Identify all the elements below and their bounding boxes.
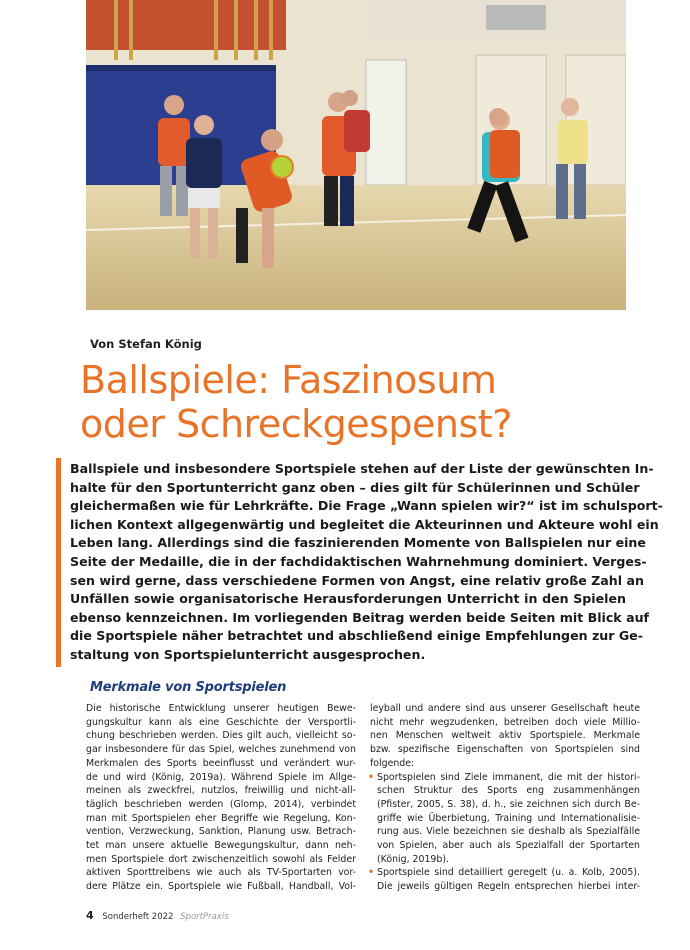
lead-paragraph	[70, 460, 663, 665]
body-line: schen Struktur des Sports eng zusammenhängen	[377, 785, 640, 797]
body-line: gungskultur kann als eine Geschichte der Versportli-	[86, 716, 356, 728]
body-line: vention, Verzweckung, Sanktion, Planung usw. Betrach-	[86, 826, 356, 838]
body-line: dere Plätze ein. Sportspiele wie Fußball, Handball, Vol-	[86, 881, 356, 893]
page-footer	[86, 909, 229, 922]
lead-line: Leben lang. Allerdings sind die faszinierenden Momente von Ballspielen nur eine	[70, 535, 646, 551]
body-line: gar insbesondere für das Spiel, welches zunehmend von	[86, 744, 356, 756]
body-line: (Pfister, 2005, S. 38), d. h., sie zeichnen sich durch Be-	[377, 798, 640, 810]
hero-photo	[86, 0, 626, 310]
body-line: nicht mehr wegzudenken, betreiben doch viele Millio-	[370, 716, 640, 728]
photo-children-playing-handball-icon	[86, 0, 626, 310]
body-line: rung aus. Viele bezeichnen sie deshalb als Spezialfälle	[377, 826, 640, 838]
magazine-name: SportPraxis	[180, 912, 229, 922]
body-line: tet man unsere aktuelle Bewegungskultur, dann neh-	[86, 840, 356, 852]
lead-line: lichen Kontext allgegenwärtig und begleitet die Akteurinnen und Akteure wohl ein	[70, 516, 659, 532]
issue-label: Sonderheft 2022	[102, 912, 174, 922]
lead-line: gleichermaßen wie für Lehrkräfte. Die Frage „Wann spielen wir?“ ist im schulsport-	[70, 498, 663, 514]
body-line: bzw. spezifische Eigenschaften von Sportspielen sind	[370, 744, 640, 756]
body-line: chung beschrieben werden. Dies gilt auch, vielleicht so-	[86, 730, 356, 742]
lead-line: Seite der Medaille, die in der fachdidaktischen Wahrnehmung dominiert. Verges-	[70, 553, 647, 569]
section-title: Merkmale von Sportspielen	[90, 680, 287, 695]
body-line: Die jeweils gültigen Regeln entsprechen hierbei inter-	[377, 881, 640, 893]
body-line: meinen als zweckfrei, nutzlos, freiwillig und nicht-all-	[86, 785, 356, 797]
body-line: täglich beschrieben werden (Glomp, 2014), verbindet	[86, 798, 356, 810]
bullet-line: • Sportspiele sind detailliert geregelt (u. a. Kolb, 2005).	[370, 866, 640, 880]
body-line: Die historische Entwicklung unserer heutigen Bewe-	[86, 703, 356, 714]
body-column-right	[370, 702, 640, 894]
body-line: de und wird (König, 2019a). Während Spiele im Allge-	[86, 771, 356, 783]
lead-line: Ballspiele und insbesondere Sportspiele stehen auf der Liste der gewünschten In-	[70, 461, 654, 476]
lead-line: sen wird gerne, dass verschiedene Formen von Angst, eine relativ große Zahl an	[70, 572, 644, 588]
page-number: 4	[86, 909, 94, 922]
body-line: (König, 2019b).	[377, 853, 449, 865]
lead-accent-bar	[56, 458, 61, 667]
body-line: nen Menschen weltweit aktiv Sportspiele. Merkmale	[370, 730, 640, 742]
body-line: aktiven Sporttreibens wie auch als TV-Sportarten vor-	[86, 867, 356, 879]
body-line: men Sportspiele dort zwischenzeitlich sowohl als Felder	[86, 853, 356, 865]
lead-line: ebenso kennzeichnen. Im vorliegenden Beitrag werden beide Seiten mit Blick auf	[70, 609, 650, 625]
lead-line: halte für den Sportunterricht ganz oben – dies gilt für Schülerinnen und Schüler	[70, 479, 640, 495]
lead-line: Unfällen sowie organisatorische Herausforderungen Unterricht in den Spielen	[70, 591, 626, 607]
body-line: Merkmalen des Sports beeinflusst und verändert wur-	[86, 757, 356, 769]
author-line: Von Stefan König	[90, 337, 202, 351]
body-line: man mit Sportspielen eher Begriffe wie Regelung, Kon-	[86, 812, 356, 824]
body-line: griffe wie Überbietung, Training und Internationalisie-	[377, 812, 640, 824]
headline-line: Ballspiele: Faszinosum	[80, 358, 497, 402]
body-line: folgende:	[370, 757, 415, 769]
lead-line: die Sportspiele näher betrachtet und abschließend einige Empfehlungen zur Ge-	[70, 628, 643, 644]
article-headline	[80, 358, 640, 446]
headline-line: oder Schreckgespenst?	[80, 402, 512, 446]
body-column-left	[86, 702, 356, 894]
lead-line: staltung von Sportspielunterricht ausgesprochen.	[70, 646, 426, 662]
body-line: leyball und andere sind aus unserer Gesellschaft heute	[370, 703, 640, 714]
body-line: von Spielen, aber auch als Spezialfall der Sportarten	[377, 840, 640, 852]
bullet-line: • Sportspielen sind Ziele immanent, die mit der histori-	[370, 771, 640, 785]
